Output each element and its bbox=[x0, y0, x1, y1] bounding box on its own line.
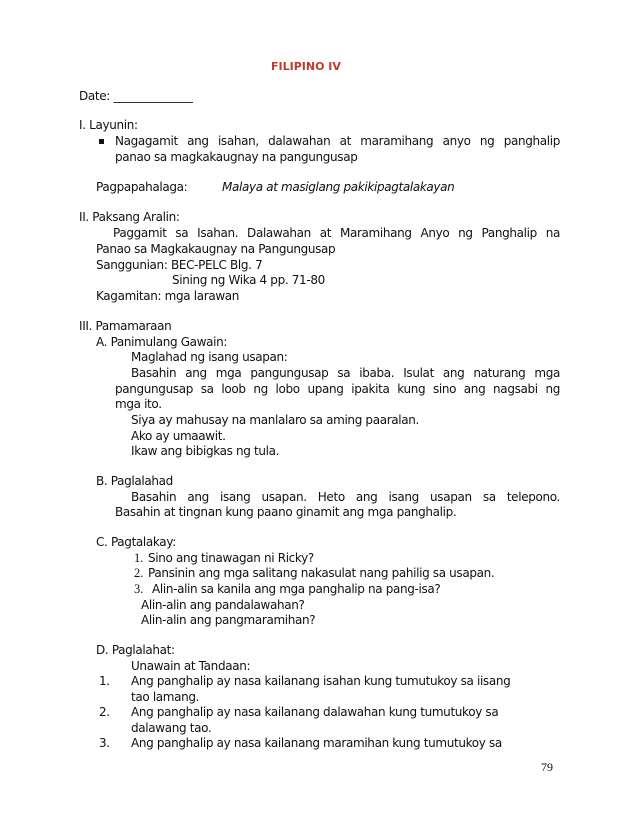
a-line-1: Maglahad ng isang usapan: bbox=[131, 350, 288, 364]
a-sentence-2: Ako ay umaawit. bbox=[131, 429, 226, 443]
b-line-2: Basahin at tingnan kung paano ginamit ang mga panghalip. bbox=[115, 505, 457, 519]
d-item-2-line-1: Ang panghalip ay nasa kailanang dalawahan kung tumutukoy sa bbox=[131, 705, 499, 719]
section-heading-pamamaraan: III. Pamamaraan bbox=[79, 319, 172, 333]
document-title: FILIPINO IV bbox=[271, 60, 341, 73]
c-question-2-number: 2. bbox=[134, 566, 144, 580]
c-question-2: Pansinin ang mga salitang nakasulat nang pahilig sa usapan. bbox=[148, 566, 495, 580]
b-line-1: Basahin ang isang usapan. Heto ang isang usapan sa telepono. bbox=[131, 490, 560, 504]
d-item-1-line-2: tao lamang. bbox=[131, 690, 200, 704]
page-number: 79 bbox=[541, 760, 553, 774]
d-item-1-number: 1. bbox=[99, 674, 110, 688]
a-line-4: mga ito. bbox=[115, 397, 162, 411]
c-question-3b: Alin-alin ang pandalawahan? bbox=[141, 598, 305, 612]
c-question-1-number: 1. bbox=[134, 551, 144, 565]
d-item-3-line-1: Ang panghalip ay nasa kailanang maramihan kung tumutukoy sa bbox=[131, 736, 502, 750]
layunin-bullet-line-2: panao sa magkakaugnay na pangungusap bbox=[115, 150, 358, 164]
sanggunian: Sanggunian: BEC-PELC Blg. 7 bbox=[96, 258, 263, 272]
subsection-heading-b: B. Paglalahad bbox=[96, 474, 173, 488]
c-question-3c: Alin-alin ang pangmaramihan? bbox=[141, 613, 316, 627]
c-question-3: Alin-alin sa kanila ang mga panghalip na pang-isa? bbox=[152, 582, 441, 596]
a-sentence-3: Ikaw ang bibigkas ng tula. bbox=[131, 444, 280, 458]
subsection-heading-a: A. Panimulang Gawain: bbox=[96, 335, 228, 349]
d-item-2-line-2: dalawang tao. bbox=[131, 721, 212, 735]
paksa-line-2: Panao sa Magkakaugnay na Pangungusap bbox=[96, 242, 336, 256]
c-question-1: Sino ang tinawagan ni Ricky? bbox=[148, 551, 314, 565]
subsection-heading-d: D. Paglalahat: bbox=[96, 643, 175, 657]
layunin-bullet-line-1: Nagagamit ang isahan, dalawahan at maramihang anyo ng panghalip bbox=[115, 134, 560, 148]
pagpapahalaga-label: Pagpapahalaga: bbox=[96, 180, 188, 194]
sanggunian-sining: Sining ng Wika 4 pp. 71-80 bbox=[172, 273, 325, 287]
a-sentence-1: Siya ay mahusay na manlalaro sa aming paaralan. bbox=[131, 413, 419, 427]
d-intro: Unawain at Tandaan: bbox=[131, 659, 251, 673]
paksa-line-1: Paggamit sa Isahan. Dalawahan at Maramihang Anyo ng Panghalip na bbox=[113, 226, 560, 240]
c-question-3-number: 3. bbox=[134, 582, 144, 596]
square-bullet-icon bbox=[99, 139, 104, 144]
date-line: Date: ______________ bbox=[79, 89, 193, 103]
a-line-2: Basahin ang mga pangungusap sa ibaba. Isulat ang naturang mga bbox=[131, 366, 560, 380]
d-item-2-number: 2. bbox=[99, 705, 110, 719]
d-item-1-line-1: Ang panghalip ay nasa kailanang isahan kung tumutukoy sa iisang bbox=[131, 674, 511, 688]
a-line-3: pangungusap sa loob ng lobo upang ipakita kung sino ang nagsabi ng bbox=[115, 382, 560, 396]
pagpapahalaga-text: Malaya at masiglang pakikipagtalakayan bbox=[222, 180, 455, 194]
section-heading-layunin: I. Layunin: bbox=[79, 118, 138, 132]
section-heading-paksang-aralin: II. Paksang Aralin: bbox=[79, 210, 180, 224]
kagamitan: Kagamitan: mga larawan bbox=[96, 289, 240, 303]
d-item-3-number: 3. bbox=[99, 736, 110, 750]
subsection-heading-c: C. Pagtalakay: bbox=[96, 535, 176, 549]
